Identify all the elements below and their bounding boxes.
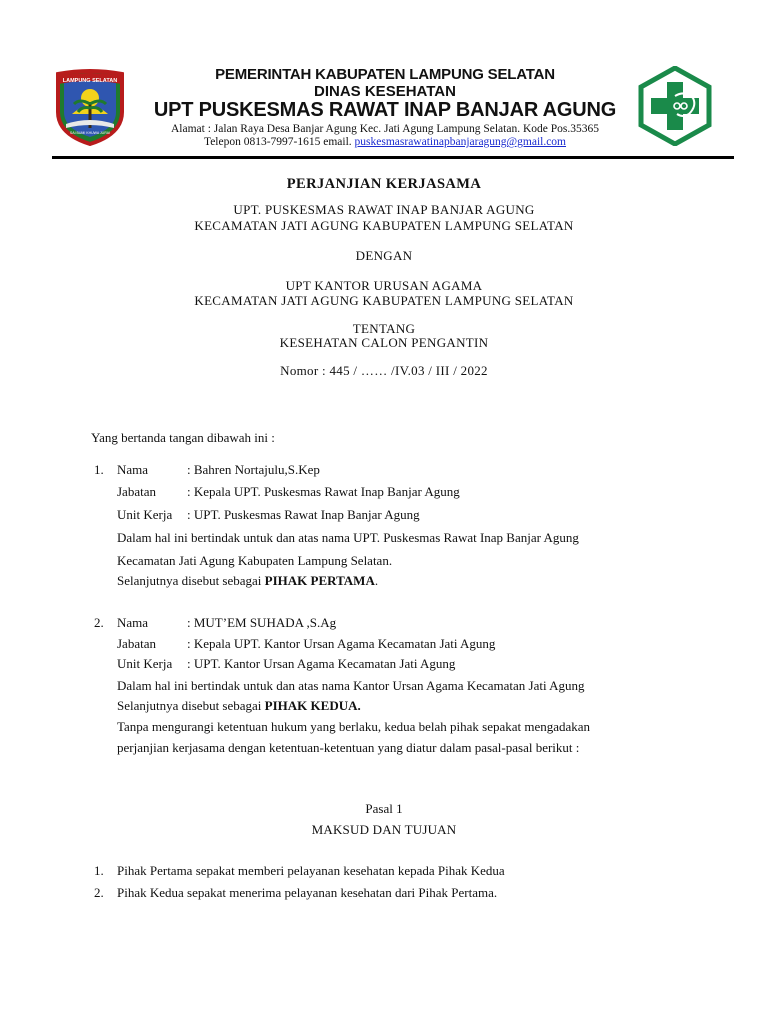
article1-item1-text: Pihak Pertama sepakat memberi pelayanan kesehatan kepada Pihak Kedua <box>117 863 505 878</box>
document-title: PERJANJIAN KERJASAMA <box>286 176 482 192</box>
party1-position-value: : Kepala UPT. Puskesmas Rawat Inap Banjar Agung <box>187 484 460 499</box>
letterhead-address: Alamat : Jalan Raya Desa Banjar Agung Kec. Jati Agung Lampung Selatan. Kode Pos.35365 <box>171 123 599 135</box>
party2-name-value: : MUT’EM SUHADA ,S.Ag <box>187 615 337 630</box>
party2-name-label: Nama <box>117 615 149 630</box>
document-number: Nomor : 445 / …… /IV.03 / III / 2022 <box>280 363 488 378</box>
about-label: TENTANG <box>352 321 416 336</box>
party1-title-line1: UPT. PUSKESMAS RAWAT INAP BANJAR AGUNG <box>233 202 535 217</box>
lampung-selatan-logo <box>52 68 128 146</box>
article1-heading: MAKSUD DAN TUJUAN <box>311 822 457 837</box>
closing-line2: perjanjian kerjasama dengan ketentuan-ketentuan yang diatur dalam pasal-pasal berikut : <box>117 740 580 755</box>
puskesmas-logo <box>637 66 713 146</box>
party2-number: 2. <box>94 615 104 630</box>
letterhead-divider <box>52 156 734 159</box>
party2-alias: PIHAK KEDUA. <box>264 698 361 713</box>
party2-title-line2: KECAMATAN JATI AGUNG KABUPATEN LAMPUNG SELATAN <box>194 293 574 308</box>
logo-bottom-text: SAI BUMI KHUWA JURAI <box>69 131 111 135</box>
article1-item2-number: 2. <box>94 885 104 900</box>
party1-unit-value: : UPT. Puskesmas Rawat Inap Banjar Agung <box>187 507 420 522</box>
party2-unit-value: : UPT. Kantor Ursan Agama Kecamatan Jati Agung <box>187 656 456 671</box>
article1-item2-text: Pihak Kedua sepakat menerima pelayanan kesehatan dari Pihak Pertama. <box>117 885 498 900</box>
party2-referred <box>117 698 361 714</box>
closing-line1: Tanpa mengurangi ketentuan hukum yang berlaku, kedua belah pihak sepakat mengadakan <box>117 719 591 734</box>
party2-referred-prefix: Selanjutnya disebut sebagai <box>117 698 265 713</box>
letterhead-email-link[interactable]: puskesmasrawatinapbanjaragung@gmail.com <box>354 136 567 148</box>
logo-top-text: LAMPUNG SELATAN <box>62 78 118 84</box>
party1-referred-suffix: . <box>374 573 379 588</box>
article1-title: Pasal 1 <box>365 801 403 816</box>
party2-acting-line1: Dalam hal ini bertindak untuk dan atas nama Kantor Ursan Agama Kecamatan Jati Agung <box>117 678 585 693</box>
party1-number: 1. <box>94 462 104 477</box>
party1-acting-line2: Kecamatan Jati Agung Kabupaten Lampung Selatan. <box>117 553 393 568</box>
party2-position-value: : Kepala UPT. Kantor Ursan Agama Kecamatan Jati Agung <box>187 636 496 651</box>
party1-name-label: Nama <box>117 462 149 477</box>
party2-unit-label: Unit Kerja <box>117 656 173 671</box>
party1-position-label: Jabatan <box>117 484 156 499</box>
party2-title-line1: UPT KANTOR URUSAN AGAMA <box>285 278 483 293</box>
subject-title: KESEHATAN CALON PENGANTIN <box>279 335 489 350</box>
party1-title-line2: KECAMATAN JATI AGUNG KABUPATEN LAMPUNG SELATAN <box>194 218 574 233</box>
with-label: DENGAN <box>355 248 413 263</box>
intro-text: Yang bertanda tangan dibawah ini : <box>91 430 275 445</box>
party1-referred <box>117 573 378 589</box>
party1-acting-line1: Dalam hal ini bertindak untuk dan atas nama UPT. Puskesmas Rawat Inap Banjar Agung <box>117 530 579 545</box>
letterhead-government: PEMERINTAH KABUPATEN LAMPUNG SELATAN <box>215 66 555 83</box>
letterhead-agency: DINAS KESEHATAN <box>314 83 456 100</box>
letterhead-contact <box>140 136 630 148</box>
party1-referred-prefix: Selanjutnya disebut sebagai <box>117 573 265 588</box>
letterhead-phone: Telepon 0813-7997-1615 email. <box>203 136 352 148</box>
party1-unit-label: Unit Kerja <box>117 507 173 522</box>
article1-item1-number: 1. <box>94 863 104 878</box>
letterhead-institution: UPT PUSKESMAS RAWAT INAP BANJAR AGUNG <box>153 99 617 121</box>
party1-alias: PIHAK PERTAMA <box>264 573 375 588</box>
party2-position-label: Jabatan <box>117 636 156 651</box>
party1-name-value: : Bahren Nortajulu,S.Kep <box>187 462 320 477</box>
